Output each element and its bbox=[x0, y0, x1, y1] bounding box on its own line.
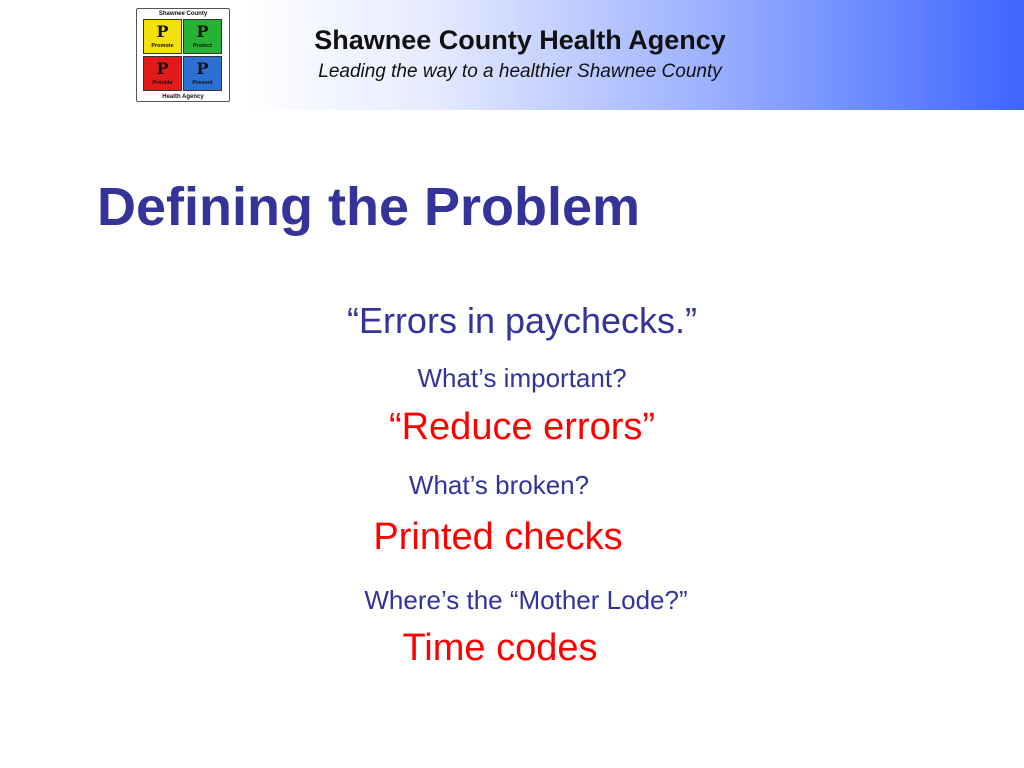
answer-time-codes: Time codes bbox=[402, 627, 598, 669]
logo-bottom-text: Health Agency bbox=[162, 94, 204, 100]
logo-cell-promote bbox=[143, 19, 182, 54]
logo-cell-protect bbox=[183, 19, 222, 54]
logo-cell-letter: P bbox=[196, 59, 209, 78]
logo-cell-letter: P bbox=[196, 22, 209, 41]
question-broken: What’s broken? bbox=[408, 470, 590, 500]
logo-cell-letter: P bbox=[156, 59, 169, 78]
logo-cell-prevent bbox=[183, 56, 222, 91]
slide-title: Defining the Problem bbox=[97, 177, 641, 237]
logo-cell-letter: P bbox=[156, 22, 169, 41]
logo-cell-label: Prevent bbox=[192, 80, 213, 86]
answer-reduce-errors: “Reduce errors” bbox=[388, 406, 656, 448]
logo-cell-label: Promote bbox=[151, 43, 174, 49]
question-mother-lode: Where’s the “Mother Lode?” bbox=[364, 585, 688, 615]
logo-cell-label: Protect bbox=[193, 43, 212, 49]
logo-top-text: Shawnee County bbox=[158, 11, 208, 17]
logo-cell-label: Provide bbox=[152, 80, 173, 86]
logo-cell-provide bbox=[143, 56, 182, 91]
slide-header bbox=[0, 0, 1024, 110]
logo-grid bbox=[143, 19, 223, 92]
agency-logo bbox=[136, 8, 230, 102]
question-important: What’s important? bbox=[417, 363, 627, 393]
answer-printed-checks: Printed checks bbox=[373, 516, 623, 558]
organization-name: Shawnee County Health Agency bbox=[314, 25, 726, 55]
organization-tagline: Leading the way to a healthier Shawnee County bbox=[318, 61, 722, 82]
problem-statement: “Errors in paychecks.” bbox=[346, 300, 698, 341]
